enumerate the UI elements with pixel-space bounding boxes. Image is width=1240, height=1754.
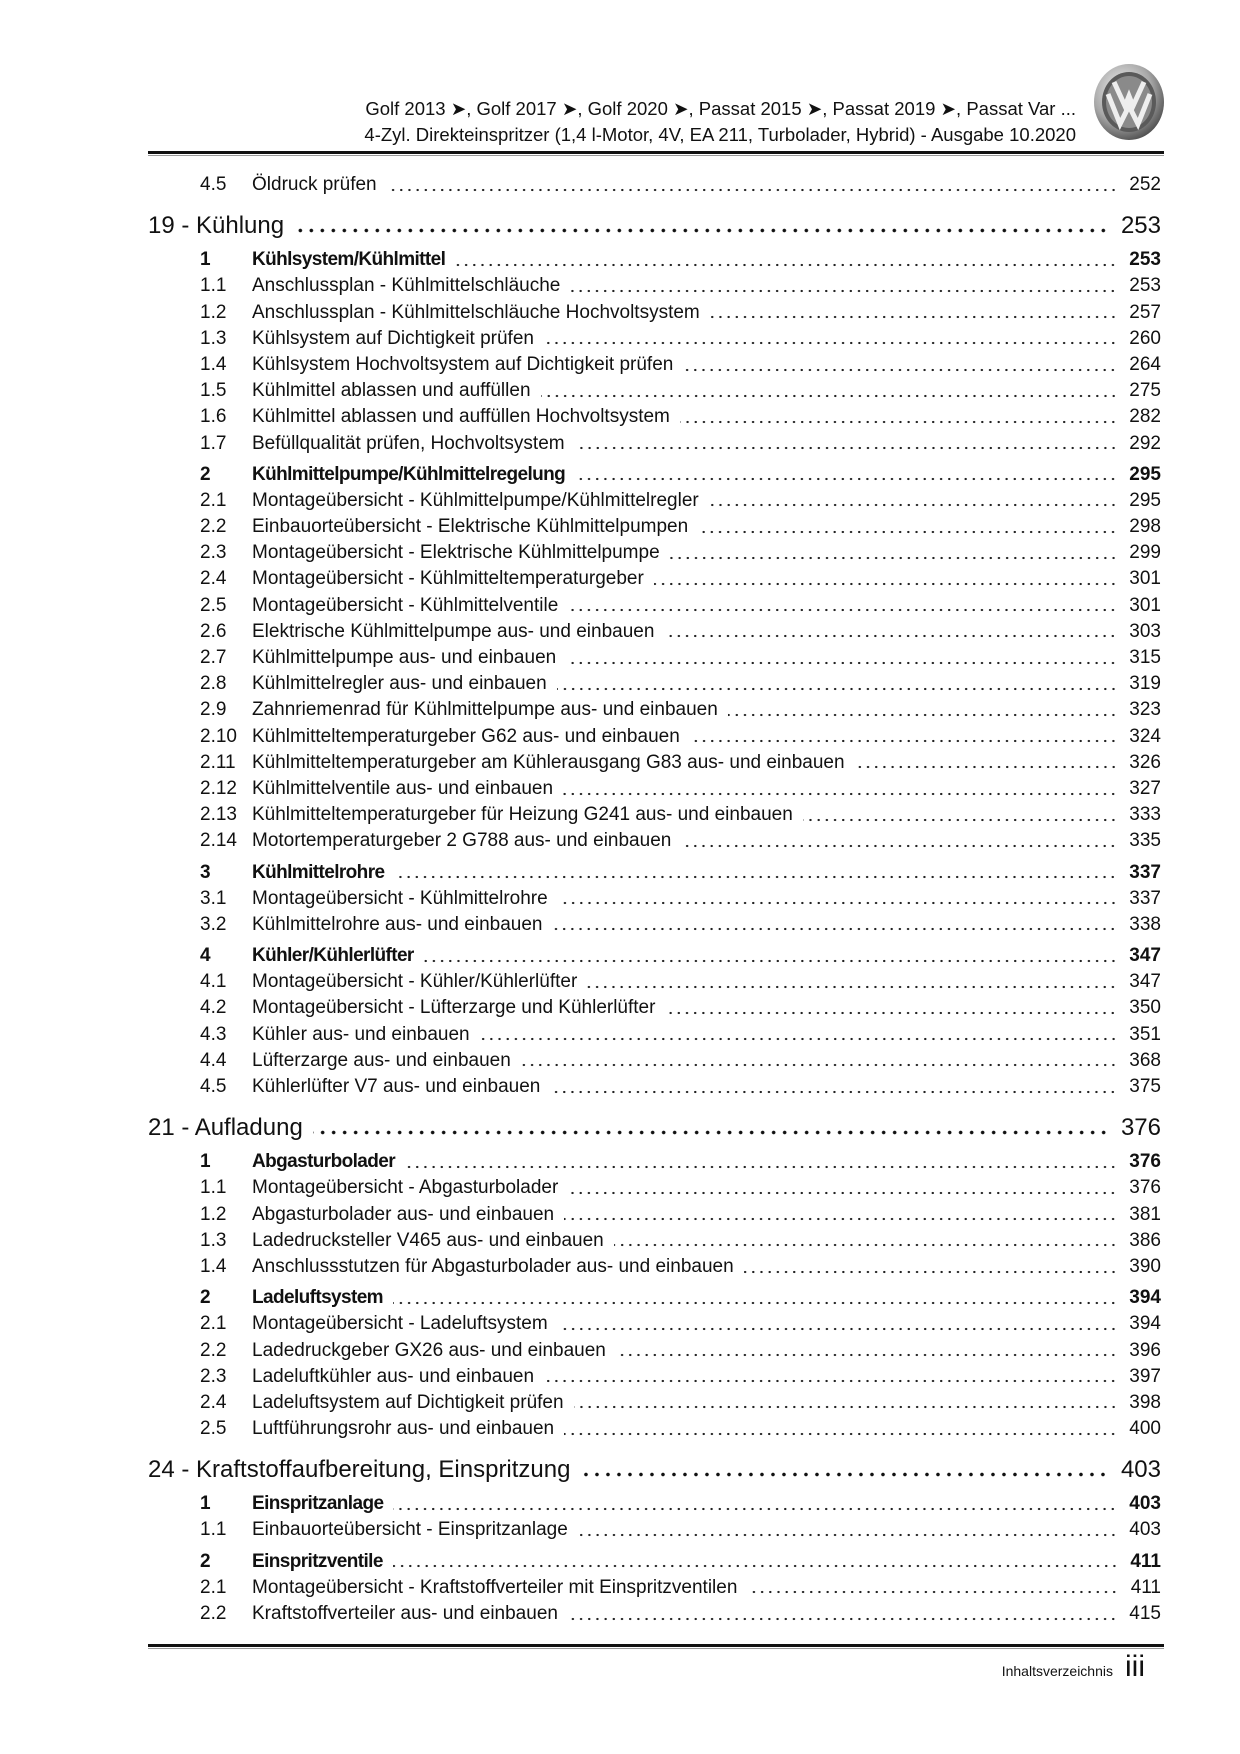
- entry-number: 1.7: [200, 432, 227, 454]
- entry-page: 335: [1129, 830, 1161, 852]
- dot-leader: [544, 1379, 1117, 1383]
- toc-sub-entry[interactable]: [148, 671, 1161, 697]
- toc-sub-entry[interactable]: [148, 1048, 1161, 1074]
- dot-leader: [564, 1217, 1117, 1221]
- entry-page: 347: [1129, 971, 1161, 993]
- entry-title: Montageübersicht - Kühlmittelventile: [252, 594, 559, 616]
- entry-number: 1.4: [200, 1255, 227, 1277]
- entry-number: 4.5: [200, 174, 227, 195]
- dot-leader: [616, 1353, 1117, 1357]
- entry-title: Kühlmitteltemperaturgeber am Kühlerausgang G83 aus- und einbauen: [252, 751, 845, 773]
- entry-number: 2.2: [200, 1603, 227, 1624]
- dot-leader: [558, 1327, 1118, 1331]
- entry-title: Kühlmittelpumpe/Kühlmittelregelung: [252, 463, 566, 485]
- entry-number: 4: [200, 945, 211, 967]
- entry-number: 4.3: [200, 1023, 227, 1045]
- dot-leader: [393, 1301, 1117, 1305]
- toc-sub-entry[interactable]: [148, 776, 1161, 802]
- entry-title: Kühlmittelrohre: [252, 861, 385, 883]
- entry-page: 282: [1129, 406, 1161, 428]
- toc-sub-entry[interactable]: [148, 995, 1161, 1021]
- entry-number: 2.9: [200, 699, 227, 721]
- entry-page: 351: [1129, 1023, 1161, 1045]
- vw-logo: [1092, 62, 1166, 142]
- entry-page: 333: [1129, 804, 1161, 826]
- dot-leader: [455, 263, 1117, 267]
- entry-page: 403: [1120, 1456, 1161, 1484]
- toc-sub-entry[interactable]: [148, 1228, 1161, 1254]
- entry-number: 1: [200, 249, 211, 271]
- entry-page: 257: [1129, 301, 1161, 323]
- entry-page: 403: [1129, 1493, 1161, 1515]
- entry-title: Einbauorteübersicht - Einspritzanlage: [252, 1519, 568, 1541]
- entry-page: 337: [1129, 887, 1161, 909]
- dot-leader: [587, 985, 1117, 989]
- entry-page: 327: [1129, 777, 1161, 799]
- dot-leader: [566, 661, 1117, 665]
- entry-title: Einspritzanlage: [252, 1493, 384, 1515]
- entry-page: 376: [1129, 1177, 1161, 1199]
- toc-section-entry[interactable]: [148, 943, 1161, 969]
- toc-sub-entry[interactable]: [148, 1022, 1161, 1048]
- entry-page: 350: [1129, 997, 1161, 1019]
- entry-title: Kühlmitteltemperaturgeber G62 aus- und einbauen: [252, 725, 680, 747]
- entry-page: 381: [1129, 1203, 1161, 1225]
- entry-number: 1.5: [200, 380, 227, 402]
- dot-leader: [578, 1533, 1118, 1537]
- table-of-contents: [148, 172, 1161, 1627]
- entry-number: 1.6: [200, 406, 227, 428]
- entry-title: Motortemperaturgeber 2 G788 aus- und einbauen: [252, 830, 672, 852]
- entry-page: 253: [1129, 275, 1161, 297]
- entry-number: 4.2: [200, 997, 227, 1019]
- entry-number: 2.3: [200, 542, 227, 564]
- toc-sub-entry[interactable]: [148, 1575, 1161, 1601]
- entry-title: Kühlerlüfter V7 aus- und einbauen: [252, 1076, 541, 1097]
- entry-number: 1.1: [200, 275, 227, 297]
- entry-title: Abgasturbolader aus- und einbauen: [252, 1203, 555, 1225]
- dot-leader: [683, 368, 1117, 372]
- entry-title: Abgasturbolader: [252, 1151, 396, 1173]
- entry-page: 295: [1129, 463, 1161, 485]
- dot-leader: [744, 1270, 1118, 1274]
- entry-number: 4.1: [200, 971, 227, 993]
- entry-number: 2: [200, 1550, 211, 1572]
- dot-leader: [670, 556, 1118, 560]
- toc-sub-entry[interactable]: [148, 172, 1161, 198]
- dot-leader: [521, 1063, 1117, 1067]
- toc-sub-entry[interactable]: [148, 1390, 1161, 1416]
- entry-title: Anschlussplan - Kühlmittelschläuche: [252, 275, 561, 297]
- entry-page: 400: [1129, 1418, 1161, 1440]
- toc-section-entry[interactable]: [148, 1149, 1161, 1175]
- toc-sub-entry[interactable]: [148, 1074, 1161, 1100]
- entry-page: 301: [1129, 594, 1161, 616]
- toc-sub-entry[interactable]: [148, 326, 1161, 352]
- entry-page: 295: [1129, 489, 1161, 511]
- footer-section-label: Inhaltsverzeichnis: [1001, 1663, 1113, 1679]
- dot-leader: [313, 1130, 1109, 1135]
- dot-leader: [564, 1432, 1117, 1436]
- entry-page: 390: [1129, 1255, 1161, 1277]
- toc-sub-entry[interactable]: [148, 488, 1161, 514]
- dot-leader: [728, 713, 1118, 717]
- entry-page: 315: [1129, 647, 1161, 668]
- entry-number: 2.12: [200, 777, 237, 799]
- entry-page: 397: [1129, 1365, 1161, 1387]
- toc-sub-entry[interactable]: [148, 1338, 1161, 1364]
- entry-title: Ladedrucksteller V465 aus- und einbauen: [252, 1229, 604, 1251]
- entry-title: Montageübersicht - Kühlmittelpumpe/Kühlmittelregler: [252, 489, 699, 511]
- dot-leader: [557, 687, 1118, 691]
- entry-page: 403: [1129, 1519, 1161, 1541]
- toc-sub-entry[interactable]: [148, 828, 1161, 854]
- entry-page: 324: [1129, 725, 1161, 747]
- header-engine-edition: 4-Zyl. Direkteinspritzer (1,4 l-Motor, 4V, EA 211, Turbolader, Hybrid) - Ausgabe 10.2020: [364, 124, 1076, 145]
- toc-sub-entry[interactable]: [148, 378, 1161, 404]
- entry-page: 376: [1120, 1114, 1161, 1142]
- entry-title: Montageübersicht - Ladeluftsystem: [252, 1313, 548, 1335]
- entry-page: 275: [1129, 380, 1161, 402]
- entry-page: 394: [1129, 1313, 1161, 1335]
- header-rule: [148, 151, 1164, 154]
- toc-section-entry[interactable]: [148, 1549, 1161, 1575]
- dot-leader: [698, 530, 1117, 534]
- toc-sub-entry[interactable]: [148, 645, 1161, 671]
- toc-sub-entry[interactable]: [148, 431, 1161, 457]
- entry-number: 1: [200, 1151, 211, 1173]
- entry-page: 394: [1129, 1287, 1161, 1309]
- entry-page: 298: [1129, 516, 1161, 538]
- entry-page: 337: [1129, 861, 1161, 883]
- toc-sub-entry[interactable]: [148, 352, 1161, 378]
- entry-number: 2.2: [200, 1339, 227, 1361]
- entry-number: 2.13: [200, 804, 237, 826]
- entry-number: 1: [200, 1493, 211, 1515]
- entry-number: 2.7: [200, 647, 227, 668]
- entry-page: 415: [1129, 1603, 1161, 1624]
- dot-leader: [568, 608, 1117, 612]
- entry-title: Kraftstoffverteiler aus- und einbauen: [252, 1603, 558, 1624]
- entry-title: Lüfterzarge aus- und einbauen: [252, 1049, 511, 1071]
- entry-number: 2.3: [200, 1365, 227, 1387]
- entry-page: 253: [1120, 212, 1161, 240]
- entry-title: Ladeluftkühler aus- und einbauen: [252, 1365, 535, 1387]
- dot-leader: [544, 341, 1117, 345]
- toc-sub-entry[interactable]: [148, 1175, 1161, 1201]
- dot-leader: [614, 1243, 1118, 1247]
- entry-title: Kühlsystem auf Dichtigkeit prüfen: [252, 327, 534, 349]
- entry-title: Montageübersicht - Abgasturbolader: [252, 1177, 559, 1199]
- dot-leader: [552, 927, 1117, 931]
- entry-number: 4.5: [200, 1076, 227, 1097]
- toc-sub-entry[interactable]: [148, 912, 1161, 938]
- entry-number: 1.1: [200, 1177, 227, 1199]
- entry-number: 2.10: [200, 725, 237, 747]
- dot-leader: [664, 634, 1117, 638]
- entry-number: 2.1: [200, 1313, 227, 1335]
- entry-title: Montageübersicht - Kühlmittelrohre: [252, 887, 548, 909]
- toc-sub-entry[interactable]: [148, 404, 1161, 430]
- entry-number: 2: [200, 463, 211, 485]
- toc-sub-entry[interactable]: [148, 619, 1161, 645]
- entry-title: Ladedruckgeber GX26 aus- und einbauen: [252, 1339, 606, 1361]
- entry-title: Einspritzventile: [252, 1550, 383, 1572]
- entry-page: 303: [1129, 620, 1161, 642]
- entry-page: 301: [1129, 568, 1161, 590]
- toc-section-entry[interactable]: [148, 247, 1161, 273]
- toc-sub-entry[interactable]: [148, 540, 1161, 566]
- toc-sub-entry[interactable]: [148, 1416, 1161, 1442]
- entry-number: 2.1: [200, 1576, 227, 1598]
- dot-leader: [709, 503, 1118, 507]
- dot-leader: [747, 1590, 1118, 1594]
- toc-sub-entry[interactable]: [148, 802, 1161, 828]
- toc-sub-entry[interactable]: [148, 969, 1161, 995]
- entry-title: 21 - Aufladung: [148, 1114, 303, 1142]
- toc-section-entry[interactable]: [148, 462, 1161, 488]
- toc-sub-entry[interactable]: [148, 1254, 1161, 1280]
- entry-page: 299: [1129, 542, 1161, 564]
- toc-chapter-entry[interactable]: [148, 210, 1161, 242]
- entry-title: Ladeluftsystem auf Dichtigkeit prüfen: [252, 1391, 564, 1413]
- entry-page: 253: [1129, 249, 1161, 271]
- toc-sub-entry[interactable]: [148, 886, 1161, 912]
- entry-title: Kühlmittelrohre aus- und einbauen: [252, 913, 543, 935]
- footer: [1002, 1650, 1145, 1684]
- entry-title: Kühlmittelpumpe aus- und einbauen: [252, 647, 557, 668]
- entry-number: 2: [200, 1287, 211, 1309]
- entry-page: 264: [1129, 353, 1161, 375]
- entry-page: 347: [1129, 945, 1161, 967]
- dot-leader: [575, 477, 1117, 481]
- entry-title: Kühler/Kühlerlüfter: [252, 945, 414, 967]
- entry-title: Montageübersicht - Kraftstoffverteiler mit Einspritzventilen: [252, 1576, 738, 1598]
- entry-title: Montageübersicht - Kühlmitteltemperaturgeber: [252, 568, 644, 590]
- dot-leader: [681, 844, 1117, 848]
- entry-title: Kühlsystem Hochvoltsystem auf Dichtigkeit prüfen: [252, 353, 674, 375]
- dot-leader: [558, 901, 1118, 905]
- dot-leader: [393, 1507, 1117, 1511]
- footer-rule: [148, 1644, 1164, 1647]
- entry-title: Anschlussstutzen für Abgasturbolader aus- und einbauen: [252, 1255, 734, 1277]
- entry-title: Kühlsystem/Kühlmittel: [252, 249, 446, 271]
- entry-number: 2.8: [200, 673, 227, 695]
- dot-leader: [803, 818, 1118, 822]
- entry-number: 2.1: [200, 489, 227, 511]
- dot-leader: [680, 420, 1117, 424]
- dot-leader: [690, 739, 1118, 743]
- entry-page: 326: [1129, 751, 1161, 773]
- dot-leader: [541, 394, 1118, 398]
- toc-sub-entry[interactable]: [148, 750, 1161, 776]
- toc-section-entry[interactable]: [148, 1491, 1161, 1517]
- entry-title: Montageübersicht - Kühler/Kühlerlüfter: [252, 971, 578, 993]
- entry-page: 411: [1130, 1576, 1161, 1598]
- entry-number: 1.2: [200, 301, 227, 323]
- entry-page: 375: [1129, 1076, 1161, 1097]
- entry-page: 338: [1129, 913, 1161, 935]
- entry-number: 2.5: [200, 594, 227, 616]
- entry-title: Öldruck prüfen: [252, 174, 377, 195]
- page-number: iii: [1125, 1650, 1145, 1683]
- entry-number: 1.2: [200, 1203, 227, 1225]
- dot-leader: [394, 875, 1117, 879]
- dot-leader: [665, 1011, 1117, 1015]
- entry-number: 2.2: [200, 516, 227, 538]
- entry-page: 411: [1130, 1550, 1161, 1572]
- entry-page: 376: [1129, 1151, 1161, 1173]
- entry-title: Anschlussplan - Kühlmittelschläuche Hochvoltsystem: [252, 301, 700, 323]
- entry-title: Montageübersicht - Lüfterzarge und Kühlerlüfter: [252, 997, 656, 1019]
- toc-sub-entry[interactable]: [148, 697, 1161, 723]
- toc-sub-entry[interactable]: [148, 593, 1161, 619]
- entry-title: Luftführungsrohr aus- und einbauen: [252, 1418, 555, 1440]
- toc-sub-entry[interactable]: [148, 1364, 1161, 1390]
- entry-page: 260: [1129, 327, 1161, 349]
- entry-number: 2.4: [200, 568, 227, 590]
- entry-title: Befüllqualität prüfen, Hochvoltsystem: [252, 432, 565, 454]
- toc-sub-entry[interactable]: [148, 1517, 1161, 1543]
- entry-number: 1.3: [200, 1229, 227, 1251]
- toc-sub-entry[interactable]: [148, 566, 1161, 592]
- toc-chapter-entry[interactable]: [148, 1454, 1161, 1486]
- entry-title: Kühlmitteltemperaturgeber für Heizung G241 aus- und einbauen: [252, 804, 793, 826]
- dot-leader: [568, 1191, 1117, 1195]
- toc-section-entry[interactable]: [148, 1285, 1161, 1311]
- entry-number: 4.4: [200, 1049, 227, 1071]
- header-vehicle-models: Golf 2013 ➤, Golf 2017 ➤, Golf 2020 ➤, Passat 2015 ➤, Passat 2019 ➤, Passat Var ...: [365, 98, 1076, 119]
- dot-leader: [654, 582, 1117, 586]
- entry-page: 396: [1129, 1339, 1161, 1361]
- entry-number: 3.2: [200, 913, 227, 935]
- entry-number: 2.4: [200, 1391, 227, 1413]
- toc-sub-entry[interactable]: [148, 300, 1161, 326]
- dot-leader: [574, 1405, 1118, 1409]
- dot-leader: [405, 1165, 1117, 1169]
- entry-title: Montageübersicht - Elektrische Kühlmittelpumpe: [252, 542, 660, 564]
- dot-leader: [294, 228, 1109, 233]
- dot-leader: [550, 1090, 1117, 1094]
- entry-number: 3.1: [200, 887, 227, 909]
- dot-leader: [575, 446, 1118, 450]
- toc-sub-entry[interactable]: [148, 724, 1161, 750]
- entry-page: 386: [1129, 1229, 1161, 1251]
- entry-title: 24 - Kraftstoffaufbereitung, Einspritzung: [148, 1456, 571, 1484]
- dot-leader: [568, 1617, 1117, 1621]
- entry-title: 19 - Kühlung: [148, 212, 285, 240]
- toc-sub-entry[interactable]: [148, 1601, 1161, 1627]
- entry-page: 252: [1129, 174, 1161, 195]
- dot-leader: [563, 792, 1117, 796]
- entry-number: 2.6: [200, 620, 227, 642]
- toc-sub-entry[interactable]: [148, 1311, 1161, 1337]
- entry-number: 2.11: [200, 751, 236, 773]
- dot-leader: [387, 188, 1118, 192]
- toc-sub-entry[interactable]: [148, 1202, 1161, 1228]
- entry-number: 3: [200, 861, 211, 883]
- dot-leader: [570, 289, 1117, 293]
- entry-page: 323: [1129, 699, 1161, 721]
- dot-leader: [393, 1564, 1119, 1568]
- entry-title: Kühlmittel ablassen und auffüllen: [252, 380, 531, 402]
- toc-sub-entry[interactable]: [148, 514, 1161, 540]
- dot-leader: [710, 315, 1118, 319]
- toc-section-entry[interactable]: [148, 860, 1161, 886]
- entry-page: 319: [1129, 673, 1161, 695]
- entry-number: 1.1: [200, 1519, 227, 1541]
- entry-title: Zahnriemenrad für Kühlmittelpumpe aus- und einbauen: [252, 699, 718, 721]
- entry-title: Kühlmittelregler aus- und einbauen: [252, 673, 547, 695]
- dot-leader: [855, 765, 1118, 769]
- entry-number: 1.3: [200, 327, 227, 349]
- entry-number: 2.14: [200, 830, 237, 852]
- toc-sub-entry[interactable]: [148, 273, 1161, 299]
- entry-title: Elektrische Kühlmittelpumpe aus- und einbauen: [252, 620, 655, 642]
- entry-number: 1.4: [200, 353, 227, 375]
- dot-leader: [580, 1472, 1108, 1477]
- toc-chapter-entry[interactable]: [148, 1112, 1161, 1144]
- entry-title: Einbauorteübersicht - Elektrische Kühlmittelpumpen: [252, 516, 689, 538]
- entry-title: Kühler aus- und einbauen: [252, 1023, 470, 1045]
- entry-title: Ladeluftsystem: [252, 1287, 383, 1309]
- dot-leader: [424, 959, 1118, 963]
- entry-page: 292: [1129, 432, 1161, 454]
- entry-title: Kühlmittelventile aus- und einbauen: [252, 777, 554, 799]
- entry-page: 398: [1129, 1391, 1161, 1413]
- entry-page: 368: [1129, 1049, 1161, 1071]
- entry-title: Kühlmittel ablassen und auffüllen Hochvoltsystem: [252, 406, 670, 428]
- dot-leader: [480, 1037, 1118, 1041]
- entry-number: 2.5: [200, 1418, 227, 1440]
